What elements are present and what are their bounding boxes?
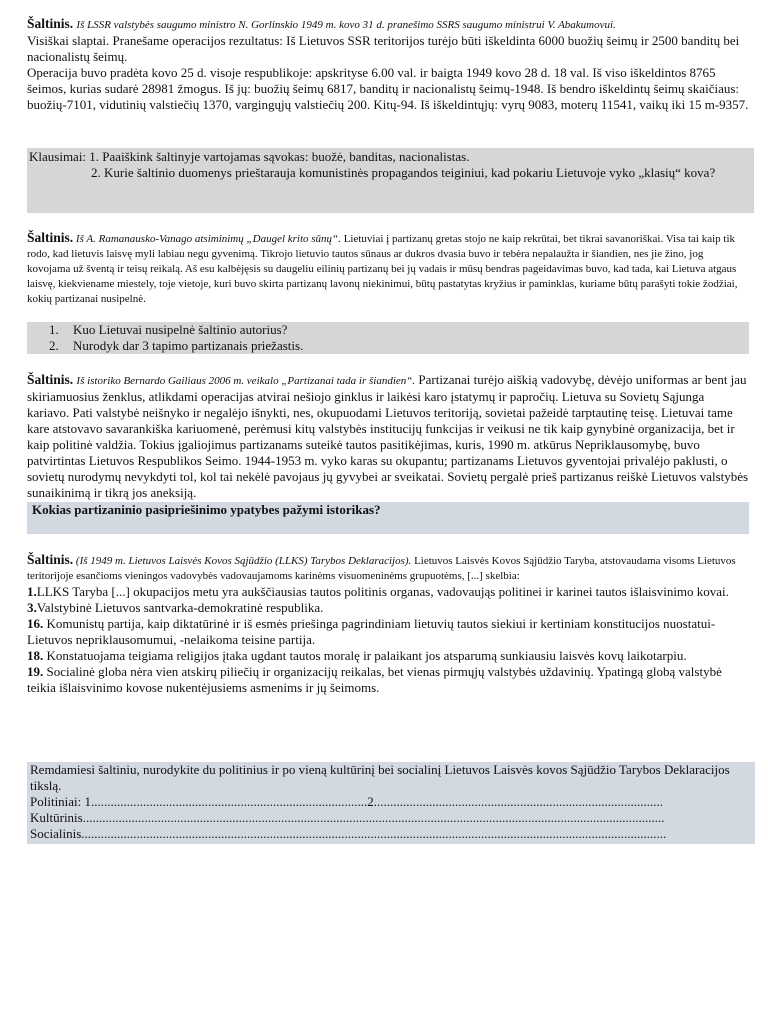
questions-block-1 (27, 148, 754, 213)
question-4: Remdamiesi šaltiniu, nurodykite du politinius ir po vieną kultūrinį bei socialinį Lietuvos Laisvės kovos Sąjūdžio Tarybos Deklaracijos tikslą. (30, 762, 730, 793)
declaration-item-1: 1.LLKS Taryba [...] okupacijos metu yra aukščiausias tautos politinis organas, vadovaująs politinei ir karinei tautos išlaisvinimo kovai. (27, 584, 729, 599)
source-label: Šaltinis. (27, 372, 74, 387)
answer-line-social[interactable]: Socialinis.................................................................................................................................................................................... (30, 826, 667, 841)
source-4-citation: (Iš 1949 m. Lietuvos Laisvės Kovos Sąjūdžio (LLKS) Tarybos Deklaracijos). (75, 555, 412, 567)
source-3-text: Partizanai turėjo aiškią vadovybę, dėvėjo uniformas ar bent jau skiriamuosius ženklus, atlikdami operacijas atvirai nešiojo ginklus ir laikėsi karo įstatymų ir papročių. Lietuva su Sovietų Sąjunga kariavo. Pati valstybė neišnyko ir negalėjo išnykti, nes, okupuodami Lietuvos teritoriją, sovietai pažeidė tarptautinę teisę. Lietuvai tame kare atstovavo savarankiška kariuomenė, perėmusi kitų valstybės institucijų funkcijas ir veikusi ne tik kaip gynybinė organizacija, bet ir kaip politinė valdžia. Tokius įgaliojimus partizanams suteikė tautos pasitikėjimas, kuris, 1990 m. atkūrus Nepriklausomybę, buvo patvirtintas Lietuvos Respublikos Seimo. 1944-1953 m. vyko karas su okupantu; partizanams Lietuvos gyventojai privalėjo paklusti, o sovietų nurodymų nevykdyti tol, kol tai nekėlė pavojaus jų gyvybei ar sveikatai. Sovietų pergalė prieš partizanus reiškė Lietuvos valstybės sunaikinimą ir tikrą jos aneksiją. (27, 372, 749, 500)
source-3 (27, 372, 749, 501)
answer-line-political[interactable]: Politiniai: 1.....................................................................................2......................................................................................... (30, 794, 664, 809)
source-2-citation: Iš A. Ramanausko-Vanago atsiminimų „Daugel krito sūnų“. (75, 233, 341, 245)
source-1-citation: Iš LSSR valstybės saugumo ministro N. Gorlinskio 1949 m. kovo 31 d. pranešimo SSRS saugumo ministrui V. Abakumovui. (76, 19, 616, 31)
question-block-4 (27, 762, 755, 844)
source-1-heading (27, 16, 749, 33)
declaration-item-3: 3.Valstybinė Lietuvos santvarka-demokratinė respublika. (27, 600, 324, 615)
declaration-item-19: 19. Socialinė globa nėra vien atskirų piliečių ir organizacijų reikalas, bet vienas pirmųjų valstybės uždavinių. Ypatingą globą valstybė teikia išlaisvinimo kovose nukentėjusiems asmenims ir jų šeimoms. (27, 664, 722, 695)
source-4 (27, 552, 749, 696)
declaration-item-18: 18. Konstatuojama teigiama religijos įtaka ugdant tautos moralę ir palaikant jos atsparumą sunkiausiu laisvės kovų laikotarpiu. (27, 648, 687, 663)
source-2 (27, 230, 749, 307)
question-1: Klausimai: 1. Paaiškink šaltinyje vartojamas sąvokas: buožė, banditas, nacionalistas. (29, 149, 470, 164)
question-block-3 (27, 502, 749, 534)
source-label: Šaltinis. (27, 552, 74, 567)
question-3: Kokias partizaninio pasipriešinimo ypatybes pažymi istorikas? (32, 502, 381, 517)
answer-line-cultural[interactable]: Kultūrinis................................................................................................................................................................................... (30, 810, 665, 825)
source-4-intro: Lietuvos Laisvės Kovos Sąjūdžio Taryba, atstovaudama visoms Lietuvos teritorijoje esančioms vieningos vadovybės vadovaujamoms karinėms visuomeninėms grupuotėms, [...] skelbia: (27, 555, 736, 582)
source-1-paragraph-1: Visiškai slaptai. Pranešame operacijos rezultatus: Iš Lietuvos SSR teritorijos turėjo būti iškeldinta 6000 buožių šeimų ir 2500 banditų bei nacionalistų šeimų. (27, 33, 740, 64)
question-2: 2. Kurie šaltinio duomenys prieštarauja komunistinės propagandos teiginiui, kad pokariu Lietuvoje vyko „klasių“ kova? (91, 165, 716, 180)
declaration-item-16: 16. Komunistų partija, kaip diktatūrinė ir iš esmės priešinga pagrindiniam lietuvių tautos siekiui ir kertiniam konstitucijos nuostatui-Lietuvos nepriklausomumui, -nelaikoma teisine partija. (27, 616, 716, 647)
questions-block-2 (27, 322, 749, 354)
source-1-paragraph-2: Operacija buvo pradėta kovo 25 d. visoje respublikoje: apskrityse 6.00 val. ir baigta 1949 kovo 28 d. 18 val. Iš viso iškeldintos 8765 šeimos, kurias sudarė 28981 žmogus. Iš jų: buožių šeimų 6817, banditų ir nacionalistų šeimų-1948. Iš bendro iškeldintų šeimų skaičiaus: buožių-7101, vidutinių valstiečių 1370, vargingųjų valstiečių 200. Kitų-94. Iš iškeldintųjų: vyrų 9083, moterų 11541, vaikų iki 15 m-9357. (27, 65, 749, 112)
list-item: 2. Nurodyk dar 3 tapimo partizanais priežastis. (49, 338, 304, 353)
source-label: Šaltinis. (27, 230, 74, 245)
source-label: Šaltinis. (27, 16, 74, 31)
list-item: 1. Kuo Lietuvai nusipelnė šaltinio autorius? (49, 322, 288, 337)
question-list (27, 322, 749, 354)
source-1 (27, 16, 749, 113)
source-3-citation: Iš istoriko Bernardo Gailiaus 2006 m. veikalo „Partizanai tada ir šiandien“. (76, 375, 416, 387)
source-2-text: Lietuviai į partizanų gretas stojo ne kaip rekrūtai, bet tikrai savanoriškai. Visa tai kaip tik rodo, kad lietuvis laisvę myli labiau negu gyvenimą. Tikrojo lietuvio tautos sūnaus ar dukros dvasia buvo ir tebėra nepalaužta ir šiandien, nes jie žino, jog kovojama už šventą ir teisų reikalą. Aš esu kalbėjęsis su daugeliu eilinių partizanų bei jų vadais ir mūsų bendras pageidavimas buvo, kad tada, kai Lietuva atgaus laisvę, kiekviename miestely, toje vietoje, kuri buvo skirta partizanų lavonų niekinimui, būtų pastatytas kryžius ir paminklas, kuriame būtų parašyti tokie žodžiai, kokių partizanai nusipelnė. (27, 233, 738, 305)
